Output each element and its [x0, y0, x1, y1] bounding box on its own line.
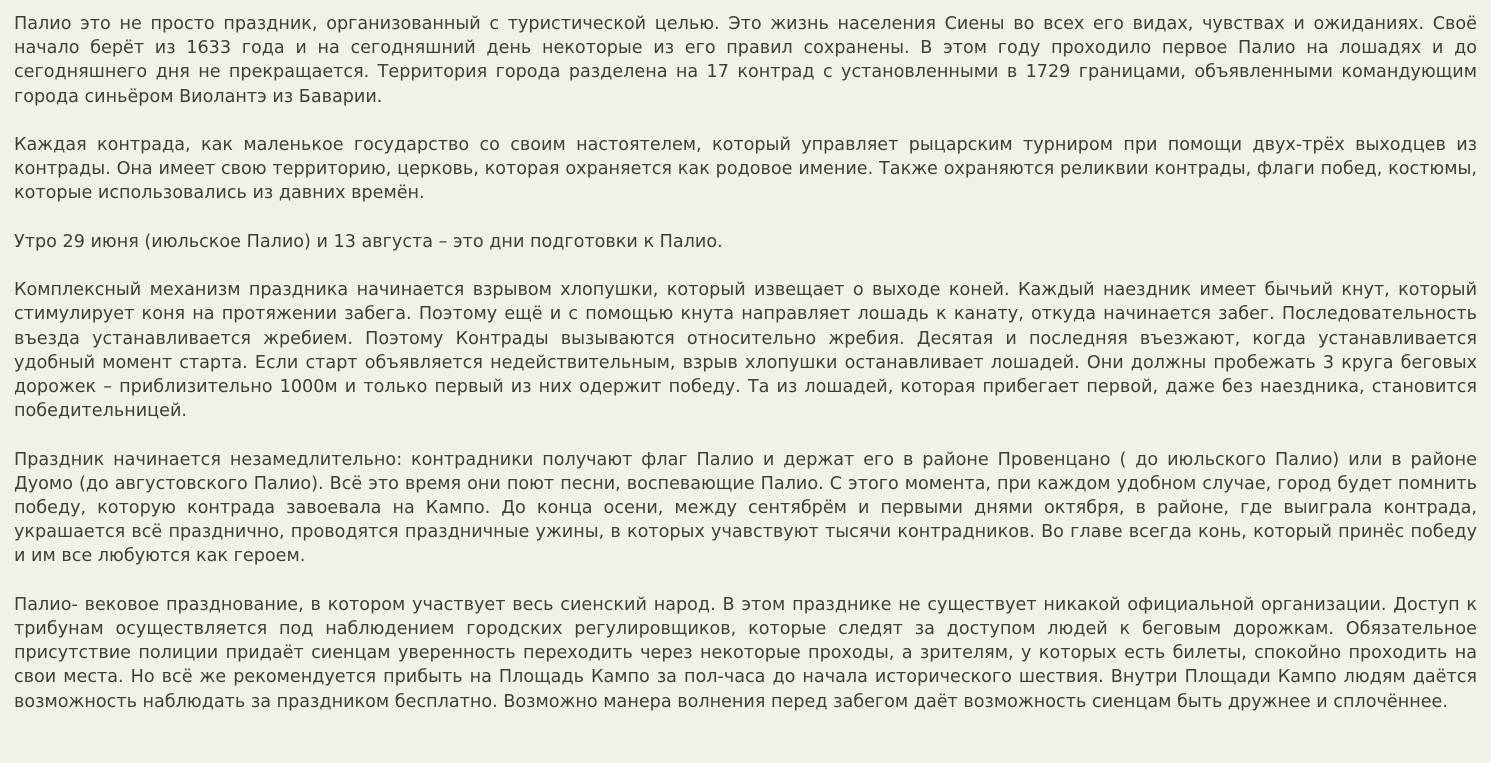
article-paragraph-5: Праздник начинается незамедлительно: контрадники получают флаг Палио и держат его в районе Провенцано ( до июльского Палио) или в районе Дуомо (до августовского Палио). Всё это время они поют песни, воспевающие Палио. С этого момента, при каждом удобном случае, город будет помнить победу, которую контрада завоевала на Кампо. До конца осени, между сентябрём и первыми днями октября, в районе, где выиграла контрада, украшается всё празднично, проводятся праздничные ужины, в которых учавствуют тысячи контрадников. Во главе всегда конь, который принёс победу и им все любуются как героем.: [14, 449, 1477, 567]
article-paragraph-3: Утро 29 июня (июльское Палио) и 13 августа – это дни подготовки к Палио.: [14, 231, 723, 252]
article-paragraph-4: Комплексный механизм праздника начинается взрывом хлопушки, который извещает о выходе коней. Каждый наездник имеет бычьий кнут, который стимулирует коня на протяжении забега. Поэтому ещё и с помощью кнута направляет лошадь к канату, откуда начинается забег. Последовательность въезда устанавливается жребием. Поэтому Контрады вызываются относительно жребия. Десятая и последняя въезжают, когда устанавливается удобный момент старта. Если старт объявляется недействительным, взрыв хлопушки останавливает лошадей. Они должны пробежать 3 круга беговых дорожек – приблизительно 1000м и только первый из них одержит победу. Та из лошадей, которая прибегает первой, даже без наездника, становится победительницей.: [14, 280, 1477, 422]
article-paragraph-6: Палио- вековое празднование, в котором участвует весь сиенский народ. В этом празднике не существует никакой официальной организации. Доступ к трибунам осуществляется под наблюдением городских регулировщиков, которые следят за доступом людей к беговым дорожкам. Обязательное присутствие полиции придаёт сиенцам уверенность переходить через некоторые проходы, а зрителям, у которых есть билеты, спокойно проходить на свои места. Но всё же рекомендуется прибыть на Площадь Кампо за пол-часа до начала исторического шествия. Внутри Площади Кампо людям даётся возможность наблюдать за праздником бесплатно. Возможно манера волнения перед забегом даёт возможность сиенцам быть дружнее и сплочённее.: [14, 594, 1477, 712]
article-paragraph-2: Каждая контрада, как маленькое государство со своим настоятелем, который управляет рыцарским турниром при помощи двух-трёх выходцев из контрады. Она имеет свою территорию, церковь, которая охраняется как родовое имение. Также охраняются реликвии контрады, флаги побед, костюмы, которые использовались из давних времён.: [14, 135, 1477, 204]
article-paragraph-1: Палио это не просто праздник, организованный с туристической целью. Это жизнь населения Сиены во всех его видах, чувствах и ожиданиях. Своё начало берёт из 1633 года и на сегодняшний день некоторые из его правил сохранены. В этом году проходило первое Палио на лошадях и до сегодняшнего дня не прекращается. Территория города разделена на 17 контрад с установленными в 1729 границами, объявленными командующим города синьёром Виолантэ из Баварии.: [14, 14, 1477, 107]
